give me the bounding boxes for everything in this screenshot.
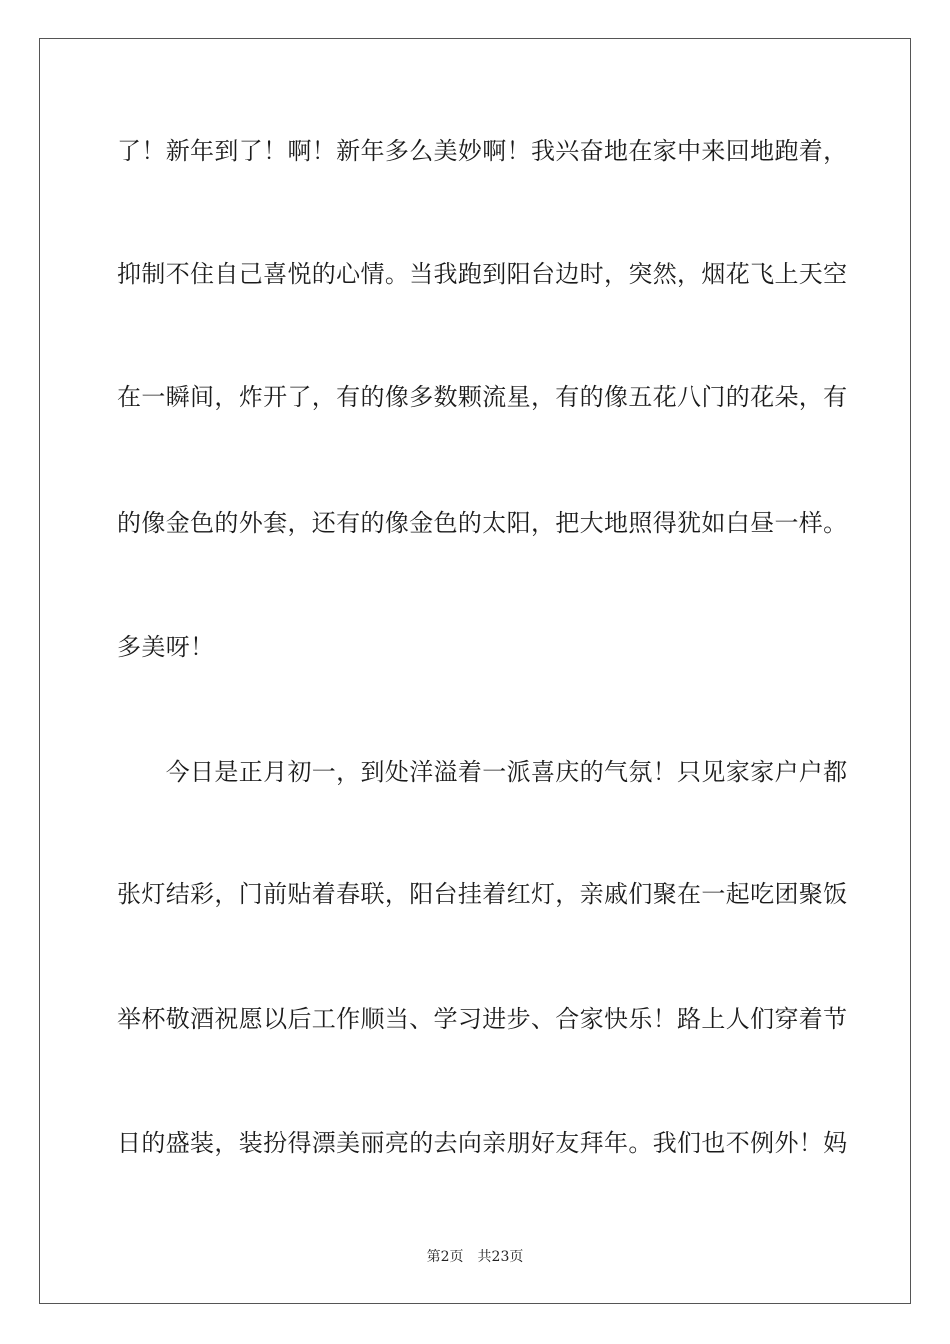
text-line: 在一瞬间，炸开了，有的像多数颗流星，有的像五花八门的花朵，有 <box>117 383 848 411</box>
text-line: 的像金色的外套，还有的像金色的太阳，把大地照得犹如白昼一样。 <box>117 509 848 537</box>
text-line: 举杯敬酒祝愿以后工作顺当、学习进步、合家快乐！路上人们穿着节 <box>117 1005 848 1033</box>
page-footer <box>0 1248 950 1266</box>
text-line: 多美呀！ <box>117 633 215 661</box>
total-pages: 共23页 <box>477 1249 524 1265</box>
text-line: 了！新年到了！啊！新年多么美妙啊！我兴奋地在家中来回地跑着， <box>117 137 848 165</box>
page-border <box>39 38 911 1304</box>
text-line: 今日是正月初一，到处洋溢着一派喜庆的气氛！只见家家户户都 <box>117 758 848 786</box>
text-line: 抑制不住自己喜悦的心情。当我跑到阳台边时，突然，烟花飞上天空 <box>117 260 848 288</box>
text-line: 张灯结彩，门前贴着春联，阳台挂着红灯，亲戚们聚在一起吃团聚饭 <box>117 880 848 908</box>
page-number: 第2页 <box>426 1249 464 1265</box>
text-line: 日的盛装，装扮得漂美丽亮的去向亲朋好友拜年。我们也不例外！妈 <box>117 1129 848 1157</box>
